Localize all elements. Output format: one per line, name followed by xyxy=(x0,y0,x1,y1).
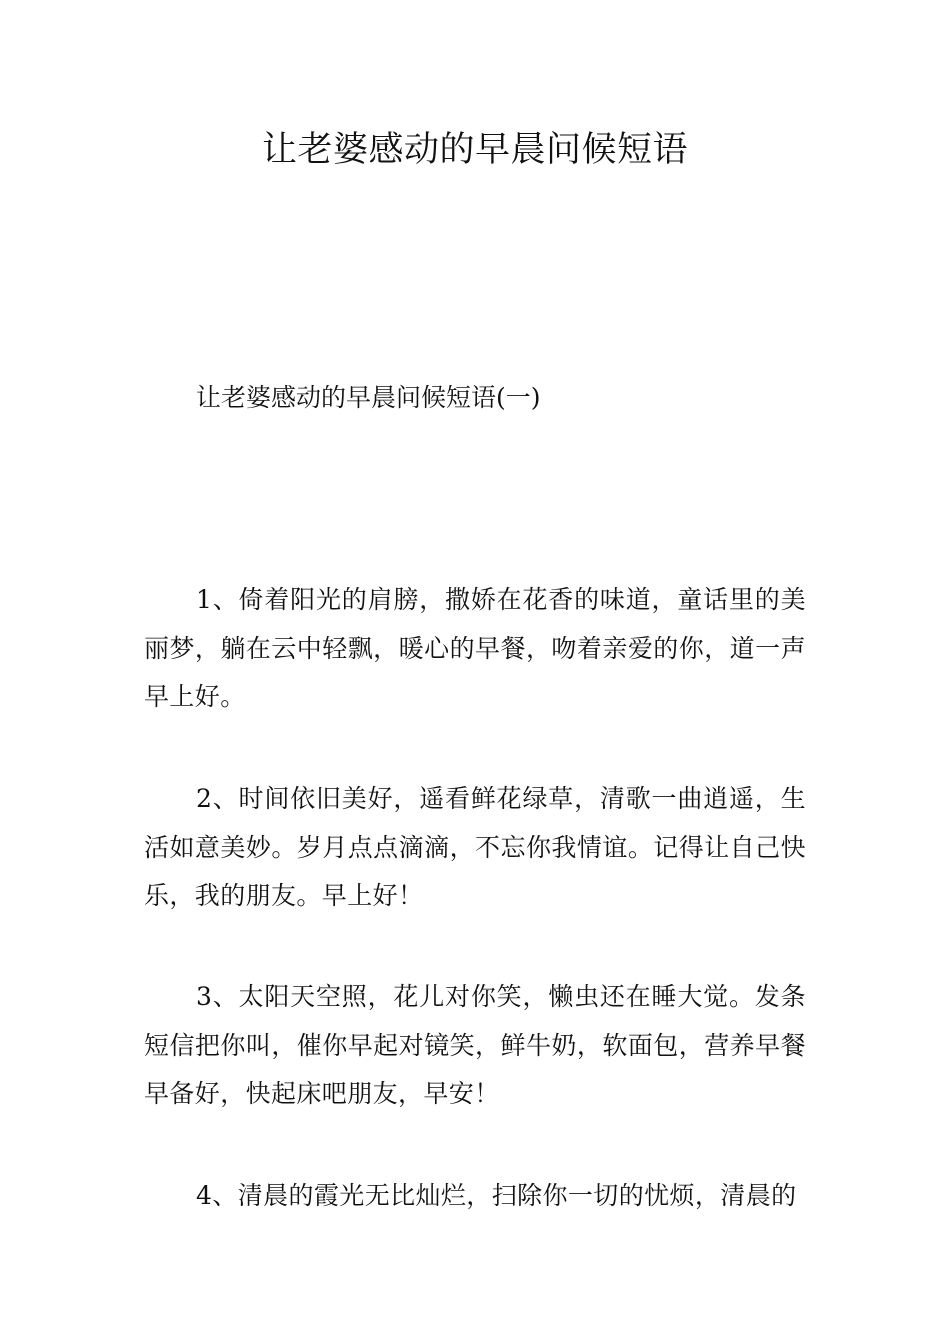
paragraph-3: 3、太阳天空照，花儿对你笑，懒虫还在睡大觉。发条短信把你叫，催你早起对镜笑，鲜牛奶，软面包，营养早餐早备好，快起床吧朋友，早安！ xyxy=(144,982,806,1108)
document-title: 让老婆感动的早晨问候短语 xyxy=(261,130,688,170)
section-heading: 让老婆感动的早晨问候短语(一) xyxy=(196,383,541,412)
paragraph-2: 2、时间依旧美好，遥看鲜花绿草，清歌一曲逍遥，生活如意美妙。岁月点点滴滴，不忘你我情谊。记得让自己快乐，我的朋友。早上好！ xyxy=(144,784,806,910)
paragraph-1: 1、倚着阳光的肩膀，撒娇在花香的味道，童话里的美丽梦，躺在云中轻飘，暖心的早餐，吻着亲爱的你，道一声早上好。 xyxy=(144,585,806,711)
paragraph-4: 4、清晨的霞光无比灿烂，扫除你一切的忧烦，清晨的 xyxy=(196,1181,797,1210)
